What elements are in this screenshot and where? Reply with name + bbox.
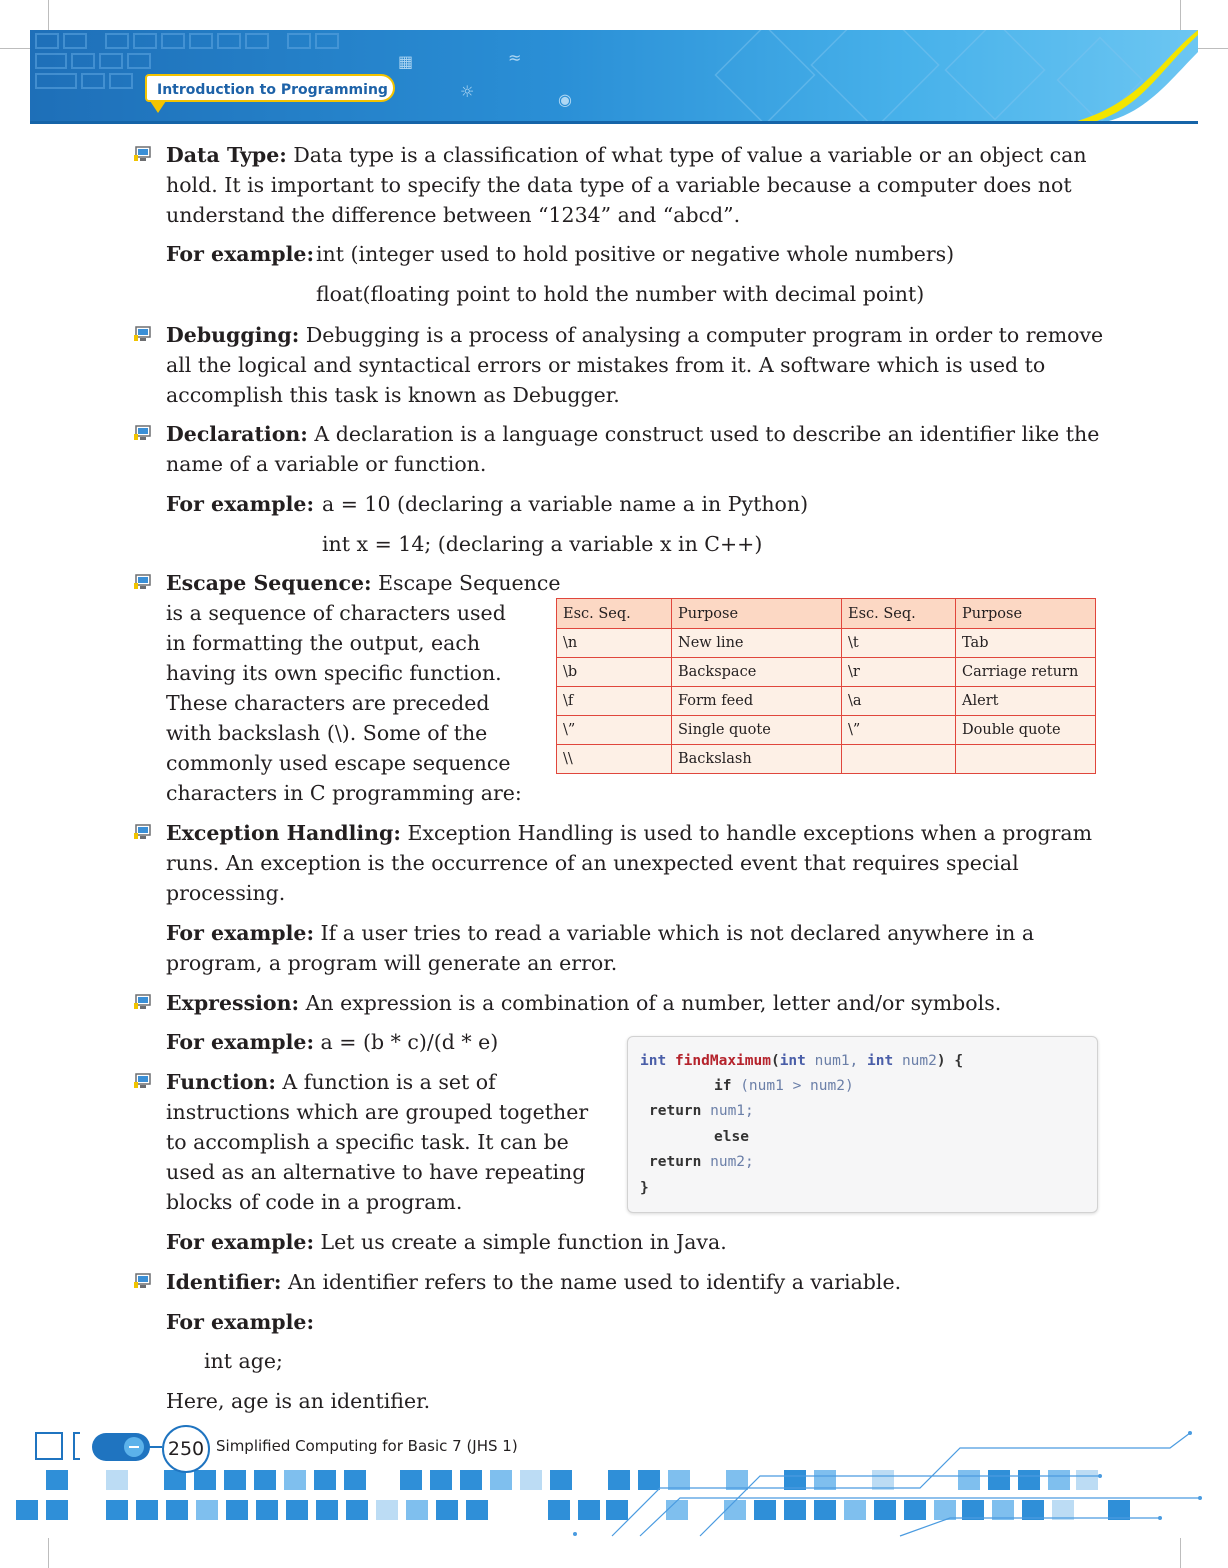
example-line: int age; <box>204 1349 283 1373</box>
definition-line: A declaration is a language construct used to describe an identifier like the <box>307 422 1100 446</box>
code-line <box>714 1125 749 1150</box>
escape-sequence-table <box>556 598 1096 774</box>
table-cell: \a <box>842 687 956 716</box>
definition-line: in formatting the output, each <box>166 631 481 655</box>
definition-line: used as an alternative to have repeating <box>166 1160 586 1184</box>
term-label: Escape Sequence: <box>166 571 372 595</box>
code-token: ( <box>770 1053 780 1069</box>
monitor-bullet-icon <box>134 1073 152 1089</box>
table-row <box>557 658 1096 687</box>
entry-expression <box>166 988 1001 1018</box>
table-cell: \b <box>557 658 672 687</box>
example-label <box>166 239 314 269</box>
table-row <box>557 716 1096 745</box>
table-row <box>557 629 1096 658</box>
example-label-text: For example: <box>166 1310 315 1334</box>
term-label: Expression: <box>166 991 300 1015</box>
book-title: Simplified Computing for Basic 7 (JHS 1) <box>216 1437 518 1455</box>
definition-line: An expression is a combination of a number, letter and/or symbols. <box>299 991 1002 1015</box>
code-line <box>649 1099 754 1124</box>
code-line <box>714 1074 854 1099</box>
definition-line: instructions which are grouped together <box>166 1100 589 1124</box>
example-label-text: For example: <box>166 1030 315 1054</box>
lightbulb-icon: ☼ <box>460 82 475 101</box>
code-snippet <box>627 1036 1098 1213</box>
table-cell: Alert <box>956 687 1096 716</box>
definition-line: to accomplish a specific task. It can be <box>166 1130 569 1154</box>
code-token: num2 <box>893 1053 937 1069</box>
code-token: int <box>867 1053 894 1069</box>
table-header: Esc. Seq. <box>557 599 672 629</box>
table-cell: \\ <box>557 745 672 774</box>
example-line: program, a program will generate an error. <box>166 951 618 975</box>
definition-line: hold. It is important to specify the data type of a variable because a computer does not <box>166 173 1072 197</box>
code-token: findMaximum <box>674 1053 771 1069</box>
table-cell: \t <box>842 629 956 658</box>
table-cell <box>956 745 1096 774</box>
table-row <box>557 687 1096 716</box>
wifi-icon: ≈ <box>508 48 522 67</box>
entry-function <box>166 1067 588 1217</box>
code-token: int <box>640 1053 667 1069</box>
term-label: Function: <box>166 1070 276 1094</box>
definition-line: Escape Sequence <box>371 571 561 595</box>
definition-line: Exception Handling is used to handle exceptions when a program <box>400 821 1093 845</box>
example-label-text: For example: <box>166 242 315 266</box>
definition-line: Data type is a classification of what type of value a variable or an object can <box>286 143 1087 167</box>
monitor-bullet-icon <box>134 574 152 590</box>
example-block <box>166 918 1034 978</box>
table-header: Purpose <box>672 599 842 629</box>
table-cell: \” <box>842 716 956 745</box>
term-label: Identifier: <box>166 1270 282 1294</box>
code-line <box>640 1049 963 1074</box>
definition-line: commonly used escape sequence <box>166 751 511 775</box>
monitor-bullet-icon <box>134 994 152 1010</box>
chapter-title: Introduction to Programming <box>145 74 395 102</box>
code-token: } <box>640 1180 649 1196</box>
code-token: ) { <box>936 1053 964 1069</box>
page-number: 250 <box>162 1425 210 1473</box>
definition-line: These characters are preceded <box>166 691 490 715</box>
table-cell: Backslash <box>672 745 842 774</box>
code-token: num2; <box>701 1154 754 1170</box>
table-cell: Tab <box>956 629 1096 658</box>
table-cell: Double quote <box>956 716 1096 745</box>
entry-escape-sequence <box>166 568 561 808</box>
example-line: If a user tries to read a variable which is not declared anywhere in a <box>314 921 1035 945</box>
code-token: (num1 > num2) <box>731 1078 854 1094</box>
identifier-note: Here, age is an identifier. <box>166 1389 431 1413</box>
definition-line: name of a variable or function. <box>166 452 487 476</box>
header-underline <box>30 121 1198 124</box>
definition-line: An identifier refers to the name used to identify a variable. <box>281 1270 902 1294</box>
monitor-bullet-icon <box>134 1273 152 1289</box>
globe-icon: ◉ <box>558 90 572 109</box>
calculator-icon: ▦ <box>398 52 414 71</box>
table-header: Purpose <box>956 599 1096 629</box>
term-label: Exception Handling: <box>166 821 401 845</box>
crop-mark <box>0 48 30 49</box>
example-line: float(floating point to hold the number with decimal point) <box>316 282 925 306</box>
example-line: a = (b * c)/(d * e) <box>314 1030 499 1054</box>
example-line: a = 10 (declaring a variable name a in Python) <box>322 492 809 516</box>
definition-line: Debugging is a process of analysing a computer program in order to remove <box>299 323 1104 347</box>
entry-exception-handling <box>166 818 1092 908</box>
crop-mark <box>1198 48 1228 49</box>
example-line: Let us create a simple function in Java. <box>314 1230 727 1254</box>
crop-mark <box>1180 0 1181 30</box>
crop-mark <box>48 0 49 30</box>
definition-line: all the logical and syntactical errors or mistakes from it. A software which is used to <box>166 353 1046 377</box>
table-cell: New line <box>672 629 842 658</box>
monitor-bullet-icon <box>134 425 152 441</box>
definition-line: runs. An exception is the occurrence of an unexpected event that requires special <box>166 851 1019 875</box>
monitor-bullet-icon <box>134 326 152 342</box>
definition-line: characters in C programming are: <box>166 781 522 805</box>
code-line <box>649 1150 754 1175</box>
example-label-text: For example: <box>166 1230 315 1254</box>
definition-line: with backslash (\). Some of the <box>166 721 488 745</box>
entry-data-type <box>166 140 1087 230</box>
table-cell: Carriage return <box>956 658 1096 687</box>
chapter-pill-tail <box>150 101 166 113</box>
monitor-bullet-icon <box>134 146 152 162</box>
monitor-bullet-icon <box>134 824 152 840</box>
table-cell: \” <box>557 716 672 745</box>
table-row <box>557 745 1096 774</box>
example-label <box>166 489 314 519</box>
definition-line: having its own specific function. <box>166 661 502 685</box>
definition-line: understand the difference between “1234” and “abcd”. <box>166 203 741 227</box>
table-cell: \r <box>842 658 956 687</box>
example-block <box>166 1227 727 1257</box>
code-token: num1; <box>701 1103 754 1119</box>
table-cell <box>842 745 956 774</box>
table-cell: \n <box>557 629 672 658</box>
example-line: int (integer used to hold positive or negative whole numbers) <box>316 242 955 266</box>
table-cell: Single quote <box>672 716 842 745</box>
definition-line: blocks of code in a program. <box>166 1190 463 1214</box>
entry-declaration <box>166 419 1099 479</box>
code-token: if <box>714 1078 732 1094</box>
table-cell: \f <box>557 687 672 716</box>
entry-debugging <box>166 320 1103 410</box>
definition-line: is a sequence of characters used <box>166 601 506 625</box>
code-token: int <box>779 1053 806 1069</box>
table-header-row <box>557 599 1096 629</box>
table-header: Esc. Seq. <box>842 599 956 629</box>
code-token: else <box>714 1129 749 1145</box>
definition-line: processing. <box>166 881 286 905</box>
table-cell: Form feed <box>672 687 842 716</box>
table-cell: Backspace <box>672 658 842 687</box>
example-label-text: For example: <box>166 492 315 516</box>
example-label <box>166 1307 314 1337</box>
example-line: int x = 14; (declaring a variable x in C++) <box>322 532 763 556</box>
code-token: return <box>649 1103 702 1119</box>
example-block <box>166 1027 498 1057</box>
entry-identifier <box>166 1267 901 1297</box>
term-label: Data Type: <box>166 143 287 167</box>
definition-line: A function is a set of <box>275 1070 496 1094</box>
definition-line: accomplish this task is known as Debugger. <box>166 383 620 407</box>
code-line <box>640 1176 649 1201</box>
example-label-text: For example: <box>166 921 315 945</box>
code-token: num1, <box>805 1053 868 1069</box>
term-label: Debugging: <box>166 323 300 347</box>
term-label: Declaration: <box>166 422 308 446</box>
code-token: return <box>649 1154 702 1170</box>
